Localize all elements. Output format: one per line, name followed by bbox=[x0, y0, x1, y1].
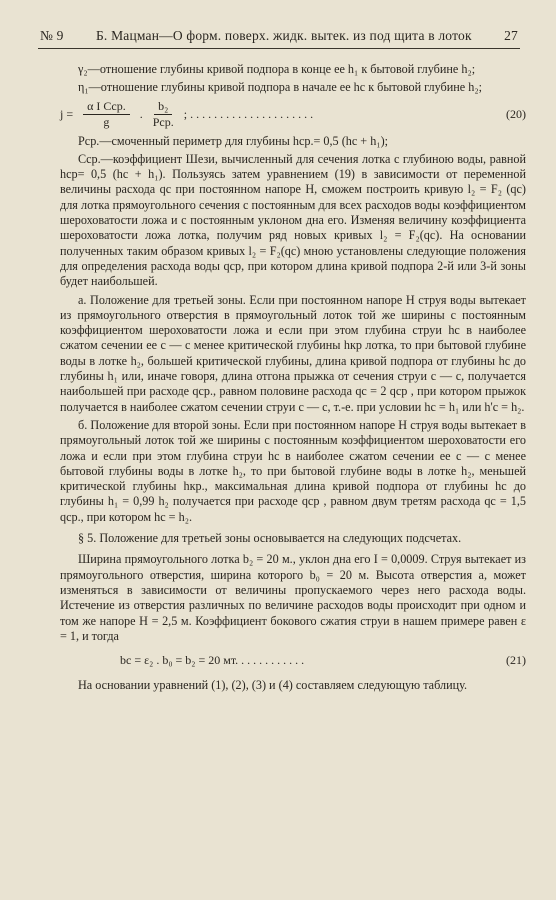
section-5-heading: § 5. Положение для третьей зоны основывается на следующих подсчетах. bbox=[78, 531, 462, 546]
issue-number: № 9 bbox=[40, 28, 64, 43]
page-number: 27 bbox=[504, 28, 518, 43]
paragraph-table-intro: На основании уравнений (1), (2), (3) и (4) составляем следующую таблицу. bbox=[78, 678, 468, 693]
eq20-dot: . bbox=[139, 106, 143, 121]
running-header bbox=[40, 28, 518, 44]
paragraph-example: Ширина прямоугольного лотка b₂ = 20 м., уклон дна его I = 0,0009. Струя вытекает из прямоугольного отверстия, ширина которого b₀ = 20 м. Высота отверстия a, может изменяться в зависимости от величины пропускаемого через него расхода воды. Истечение из отверстия различных по величине расходов воды происходит при одном и том же напоре H = 2,5 м. Коэффициент бокового сжатия струи в нашем примере равен ε = 1, и тогда bbox=[60, 552, 526, 643]
eq21-number: (21) bbox=[506, 653, 526, 668]
definition-eta: η₁—отношение глубины кривой подпора в начале ее hc к бытовой глубине h₂; bbox=[78, 80, 482, 95]
article-body bbox=[60, 62, 526, 693]
eq20-fraction-2: $\frac{\text{b₂}}{\text{Pср.}}$ bbox=[152, 98, 174, 130]
equation-20 bbox=[60, 96, 526, 134]
paragraph-third-zone: а. Положение для третьей зоны. Если при постоянном напоре H струя воды вытекает из прямоугольного отверстия в прямоугольный лоток той же ширины с постоянным коэффициентом шероховатости ложа и если при этом глубина струи hc в наиболее сжатом сечении ее c — c менее критической глубины hкр лотка, то при бытовой глубине воды в лотке h₂, большей критической глубины, длина кривой подпора от глубины hc до глубины h₁ или, иначе говоря, длина отгона прыжка от сечения струи c — c, получается наибольшей при расходе qср., равном половине расхода qc = 2 qср , при котором прыжок получается в наиболее сжатом сечении струи c — c, т.-е. при условии hc = h₁ или h'c = h₂. bbox=[60, 292, 526, 414]
paragraph-chezy: Cср.—коэффициент Шези, вычисленный для сечения лотка с глубиною воды, равной hср= 0,5 (hc + h₁). Пользуясь затем уравнением (19) в зависимости от переменной величины расхода qc при постоянном напоре H, сможем построить кривую l₂ = F₂ (qc) для лотка прямоугольного сечения с постоянным для всех расходов воды коэффициентом шероховатости ложа и с постоянным уклоном дна его. Изменяя величину коэффициента шероховатости ложа лотка, получим ряд новых кривых l₂ = F₂(qc). На основании полученных таким образом кривых l₂ = F₂(qc) мною установлены следующие положения для определения расхода воды qср, при котором длина кривой подпора 2-й или 3-й зоны будет наибольшей. bbox=[60, 151, 526, 289]
equation-21 bbox=[60, 644, 526, 678]
header-rule bbox=[38, 48, 520, 49]
definition-gamma: γ₂—отношение глубины кривой подпора в конце ее h₁ к бытовой глубине h₂; bbox=[78, 62, 476, 76]
eq20-fraction-1: $\frac{\text{α I Cср.}}{g}$ bbox=[83, 99, 130, 131]
running-title: Б. Мацман—О форм. поверх. жидк. вытек. из под щита в лоток bbox=[95, 28, 472, 43]
eq21-text: bc = ε₂ . b₀ = b₂ = 20 мт. . . . . . . . . . . . bbox=[120, 653, 305, 668]
eq20-number: (20) bbox=[506, 106, 526, 121]
eq20-lhs: j = bbox=[60, 106, 74, 121]
paragraph-second-zone: б. Положение для второй зоны. Если при постоянном напоре H струя воды вытекает в прямоугольный лоток той же ширины с постоянным коэффициентом шероховатости его ложа и если при этом глубина струи hc в наиболее сжатом сечении ее c — c менее бытовой глубины воды в лотке h₂, то при бытовой глубине воды в лотке h₂, меньшей критической глубины hкр., максимальная длина кривой подпора от глубины hc до глубины h₁ = 0,99 h₂ получается при расходе qср , равном двум третям расхода qc = 1,5 qср., при котором hc = h₂. bbox=[60, 417, 526, 524]
definition-perimeter: Pср.—смоченный периметр для глубины hср.= 0,5 (hc + h₁); bbox=[78, 133, 389, 148]
eq20-leader: ; . . . . . . . . . . . . . . . . . . . . . bbox=[183, 106, 314, 121]
